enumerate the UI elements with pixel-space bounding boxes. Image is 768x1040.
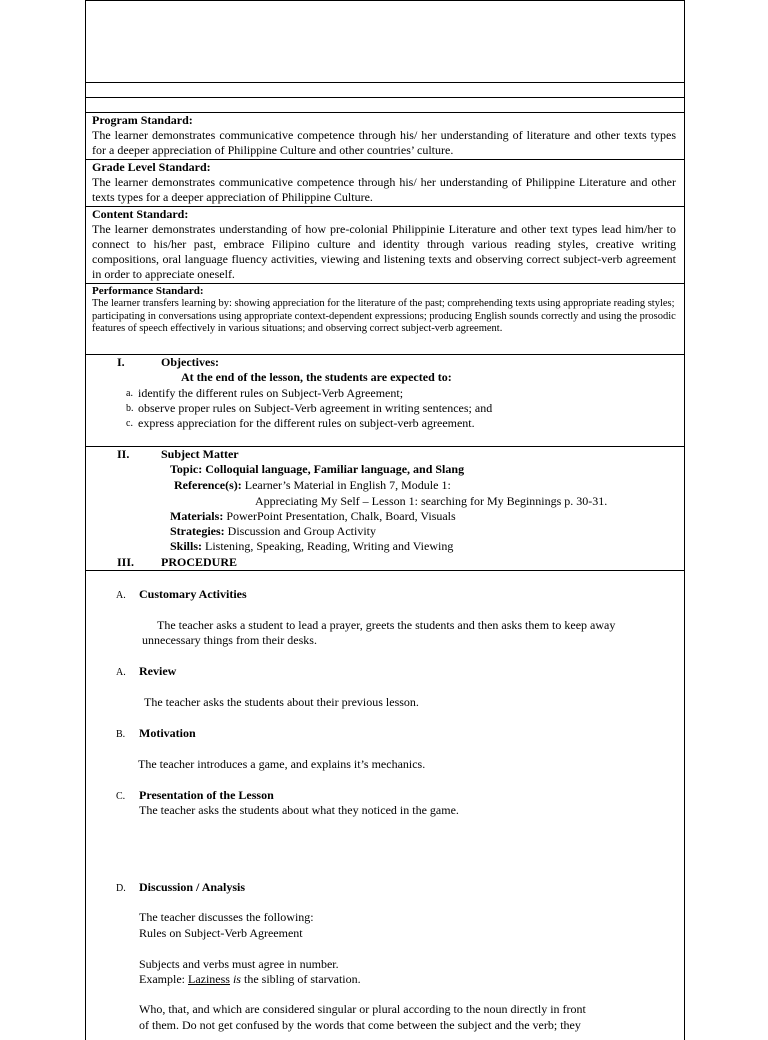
topic-label: Topic: bbox=[170, 462, 203, 476]
performance-standard-text: The learner transfers learning by: showing appreciation for the literature of the past; comprehending texts using appropriate reading styles; participating in conversations using appropriate context-dependent expressions; producing English sounds correctly and using the prosodic features of speech effectively in various situations; and observing correct subject-verb agreement. bbox=[92, 298, 676, 334]
skills-value: Listening, Speaking, Reading, Writing and Viewing bbox=[205, 539, 454, 553]
objectives-number: I. bbox=[117, 355, 125, 369]
skills-label: Skills: bbox=[170, 539, 203, 553]
example-rest: the sibling of starvation. bbox=[243, 972, 361, 986]
performance-standard-heading: Performance Standard: bbox=[92, 285, 204, 297]
review-title: Review bbox=[139, 664, 177, 678]
program-standard-section bbox=[92, 113, 676, 158]
materials-value: PowerPoint Presentation, Chalk, Board, Visuals bbox=[226, 509, 456, 523]
example-label: Example: bbox=[139, 972, 185, 986]
presentation-letter: C. bbox=[116, 791, 126, 802]
content-standard-heading: Content Standard: bbox=[92, 207, 189, 221]
table-divider bbox=[85, 283, 684, 284]
content-standard-text: The learner demonstrates understanding of how pre-colonial Philippinie Literature and other text types lead him/her to connect to his/her past, embrace Filipino culture and identity through various reading styles, creative writing compositions, oral language fluency activities, viewing and listening texts and observing correct subject-verb agreement in order to appreciate oneself. bbox=[92, 222, 676, 281]
objective-item-b: observe proper rules on Subject-Verb agreement in writing sentences; and bbox=[138, 401, 493, 415]
discussion-line-1: The teacher discusses the following: bbox=[139, 910, 314, 924]
customary-text: The teacher asks a student to lead a prayer, greets the students and then asks them to keep away unnecessary things from their desks. bbox=[142, 618, 616, 647]
reference-value: Learner’s Material in English 7, Module 1: bbox=[244, 478, 451, 492]
table-divider bbox=[85, 570, 684, 571]
strategies-line bbox=[170, 524, 376, 539]
grade-level-standard-heading: Grade Level Standard: bbox=[92, 160, 211, 174]
table-divider bbox=[85, 82, 684, 83]
review-letter: A. bbox=[116, 667, 126, 678]
procedure-number: III. bbox=[117, 555, 135, 569]
table-divider bbox=[85, 97, 684, 98]
motivation-title: Motivation bbox=[139, 726, 196, 740]
table-border-top bbox=[85, 0, 684, 1]
topic-line bbox=[170, 462, 464, 477]
program-standard-heading: Program Standard: bbox=[92, 113, 193, 127]
objective-item-c: express appreciation for the different rules on subject-verb agreement. bbox=[138, 416, 475, 430]
objectives-intro: At the end of the lesson, the students are expected to: bbox=[181, 370, 452, 384]
subject-matter-heading: Subject Matter bbox=[161, 447, 239, 461]
program-standard-text: The learner demonstrates communicative competence through his/ her understanding of literature and other texts types for a deeper appreciation of Philippine Culture and other countries’ culture. bbox=[92, 128, 676, 157]
objective-item-a: identify the different rules on Subject-Verb Agreement; bbox=[138, 386, 404, 400]
topic-value: Colloquial language, Familiar language, and Slang bbox=[205, 462, 465, 476]
materials-label: Materials: bbox=[170, 509, 224, 523]
grade-level-standard-text: The learner demonstrates communicative competence through his/ her understanding of Philippine Literature and other texts types for a deeper appreciation of Philippine Culture. bbox=[92, 175, 676, 204]
grade-level-standard-section bbox=[92, 160, 676, 205]
review-text: The teacher asks the students about their previous lesson. bbox=[144, 695, 419, 709]
subject-matter-number: II. bbox=[117, 447, 130, 461]
strategies-value: Discussion and Group Activity bbox=[227, 524, 376, 538]
materials-line bbox=[170, 509, 456, 524]
objective-letter-b: b. bbox=[126, 403, 134, 414]
objectives-heading: Objectives: bbox=[161, 355, 219, 369]
customary-letter: A. bbox=[116, 590, 126, 601]
example-subject: Laziness bbox=[187, 972, 230, 986]
discussion-line-3: Subjects and verbs must agree in number. bbox=[139, 957, 339, 971]
discussion-letter: D. bbox=[116, 883, 126, 894]
reference-value-continued: Appreciating My Self – Lesson 1: searching for My Beginnings p. 30-31. bbox=[255, 494, 608, 508]
discussion-example bbox=[139, 972, 361, 987]
reference-line bbox=[174, 478, 451, 493]
motivation-letter: B. bbox=[116, 729, 126, 740]
example-verb: is bbox=[232, 972, 241, 986]
discussion-title: Discussion / Analysis bbox=[139, 880, 246, 894]
procedure-heading: PROCEDURE bbox=[161, 555, 238, 569]
content-standard-section bbox=[92, 207, 676, 282]
presentation-title: Presentation of the Lesson bbox=[139, 788, 274, 802]
reference-label: Reference(s): bbox=[174, 478, 242, 492]
performance-standard-section bbox=[92, 285, 676, 336]
motivation-text: The teacher introduces a game, and explains it’s mechanics. bbox=[138, 757, 426, 771]
objective-letter-a: a. bbox=[126, 388, 133, 399]
discussion-line-4: Who, that, and which are considered singular or plural according to the noun directly in front bbox=[139, 1002, 586, 1016]
customary-title: Customary Activities bbox=[139, 587, 247, 601]
objective-letter-c: c. bbox=[126, 418, 133, 429]
presentation-text: The teacher asks the students about what they noticed in the game. bbox=[139, 803, 459, 817]
strategies-label: Strategies: bbox=[170, 524, 225, 538]
discussion-line-2: Rules on Subject-Verb Agreement bbox=[139, 926, 303, 940]
discussion-line-5: of them. Do not get confused by the words that come between the subject and the verb; they bbox=[139, 1018, 581, 1032]
skills-line bbox=[170, 539, 453, 554]
